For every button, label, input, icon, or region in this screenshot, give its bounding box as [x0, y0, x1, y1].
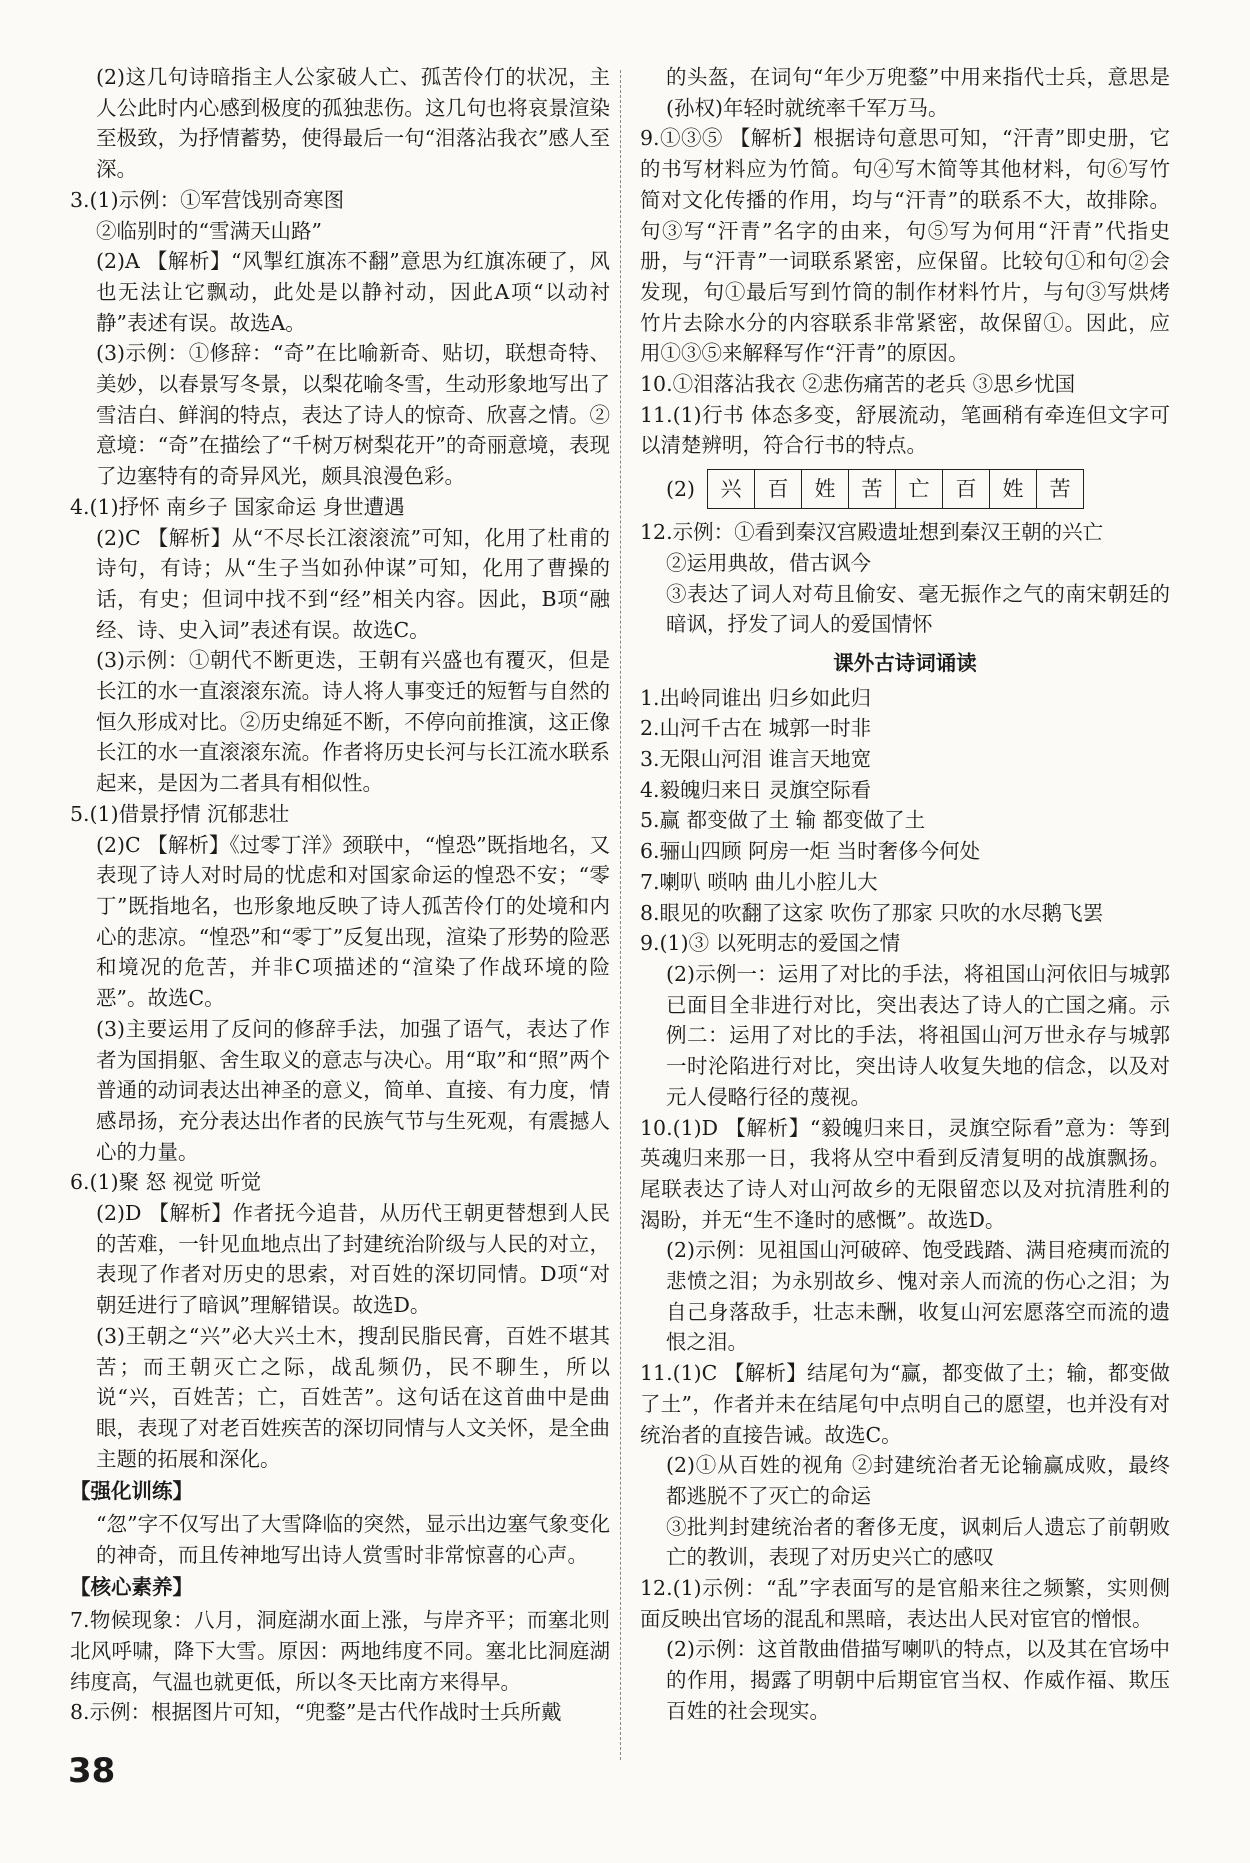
answer-paragraph: 10.①泪落沾我衣 ②悲伤痛苦的老兵 ③思乡忧国 [640, 372, 1076, 397]
section-label-core: 【核心素养】 [70, 1575, 193, 1600]
answer-paragraph: 9.(1)③ 以死明志的爱国之情 [640, 931, 901, 956]
answer-paragraph: (3)示例：①朝代不断更迭，王朝有兴盛也有覆灭，但是长江的水一直滚滚东流。诗人将人事变迁的短暂与自然的恒久形成对比。②历史绵延不断，不停向前推演，这正像长江的水一直滚滚东流。作者将历史长河与长江流水联系起来，是因为二者具有相似性。 [96, 648, 610, 796]
answer-paragraph: (3)示例：①修辞：“奇”在比喻新奇、贴切，联想奇特、美妙，以春景写冬景，以梨花喻冬雪，生动形象地写出了雪洁白、鲜润的特点，表达了诗人的惊奇、欣喜之情。②意境：“奇”在描绘了“千树万树梨花开”的奇丽意境，表现了边塞特有的奇异风光，颇具浪漫色彩。 [96, 341, 610, 489]
column-divider [620, 70, 621, 1760]
answer-paragraph: (2)示例：见祖国山河破碎、饱受践踏、满目疮痍而流的悲愤之泪；为永别故乡、愧对亲人而流的伤心之泪；为自己身落敌手，壮志未酬，收复山河宏愿落空而流的遗恨之泪。 [666, 1238, 1170, 1355]
answer-paragraph: 7.物候现象：八月，洞庭湖水面上涨，与岸齐平；而塞北则北风呼啸，降下大雪。原因：两地纬度不同。塞北比洞庭湖纬度高，气温也就更低，所以冬天比南方来得早。 [70, 1608, 610, 1694]
answer-paragraph: (2)这几句诗暗指主人公家破人亡、孤苦伶仃的状况，主人公此时内心感到极度的孤独悲伤。这几句也将哀景渲染至极致，为抒情蓄势，使得最后一句“泪落沾我衣”感人至深。 [96, 65, 610, 182]
grid-label: (2) [666, 476, 696, 501]
answer-paragraph: 1.出岭同谁出 归乡如此归 [640, 685, 872, 710]
answer-paragraph: ③批判封建统治者的奢侈无度，讽刺后人遗忘了前朝败亡的教训，表现了对历史兴亡的感叹 [666, 1514, 1170, 1570]
answer-paragraph: 11.(1)C 【解析】结尾句为“赢，都变做了土；输，都变做了土”，作者并未在结尾句中点明自己的愿望，也并没有对统治者的直接告诫。故选C。 [640, 1361, 1170, 1447]
answer-paragraph: 的头盔，在词句“年少万兜鍪”中用来指代士兵，意思是(孙权)年轻时就统率千军万马。 [666, 65, 1170, 120]
answer-paragraph: 12.示例：①看到秦汉宫殿遗址想到秦汉王朝的兴亡 [640, 520, 1104, 545]
answer-paragraph: 7.喇叭 唢呐 曲儿小腔儿大 [640, 869, 878, 894]
answer-paragraph: (2)D 【解析】作者抚今追昔，从历代王朝更替想到人民的苦难，一针见血地点出了封建统治阶级与人民的对立，表现了作者对历史的思索，对百姓的深切同情。D项“对朝廷进行了暗讽”理解错误。故选D。 [96, 1201, 610, 1318]
answer-paragraph: (2)示例：这首散曲借描写喇叭的特点，以及其在官场中的作用，揭露了明朝中后期宦官当权、作威作福、欺压百姓的社会现实。 [666, 1637, 1170, 1723]
grid-cell: 亡 [896, 470, 943, 508]
answer-paragraph: (2)A 【解析】“风掣红旗冻不翻”意思为红旗冻硬了，风也无法让它飘动，此处是以静衬动，因此A项“以动衬静”表述有误。故选A。 [96, 249, 610, 335]
calligraphy-grid-row [640, 469, 1170, 509]
answer-paragraph: 3.无限山河泪 谁言天地宽 [640, 747, 872, 772]
character-grid [707, 469, 1084, 509]
answer-paragraph: 5.(1)借景抒情 沉郁悲壮 [70, 801, 290, 826]
answer-paragraph: 6.(1)聚 怒 视觉 听觉 [70, 1170, 262, 1195]
answer-paragraph: 11.(1)行书 体态多变，舒展流动，笔画稍有牵连但文字可以清楚辨明，符合行书的特点。 [640, 402, 1170, 458]
grid-cell: 百 [943, 470, 990, 508]
answer-paragraph: 8.眼见的吹翻了这家 吹伤了那家 只吹的水尽鹅飞罢 [640, 900, 1104, 925]
answer-paragraph: 6.骊山四顾 阿房一炬 当时奢侈今何处 [640, 839, 981, 864]
answer-paragraph: ②临别时的“雪满天山路” [96, 218, 322, 243]
answer-paragraph: “忽”字不仅写出了大雪降临的突然，显示出边塞气象变化的神奇，而且传神地写出诗人赏雪时非常惊喜的心声。 [96, 1512, 610, 1567]
answer-paragraph: (2)C 【解析】《过零丁洋》颈联中，“惶恐”既指地名，又表现了诗人对时局的忧虑和对国家命运的惶恐不安；“零丁”既指地名，也形象地反映了诗人孤苦伶仃的处境和内心的悲凉。“惶恐”和“零丁”反复出现，渲染了形势的险恶和境况的危苦，并非C项描述的“渲染了作战环境的险恶”。故选C。 [96, 832, 610, 1011]
answer-paragraph: (2)C 【解析】从“不尽长江滚滚流”可知，化用了杜甫的诗句，有诗；从“生子当如孙仲谋”可知，化用了曹操的话，有史；但词中找不到“经”相关内容。因此，B项“融经、诗、史入词”表述有误。故选C。 [96, 525, 610, 642]
left-column [70, 62, 610, 1728]
answer-paragraph: 4.(1)抒怀 南乡子 国家命运 身世遭遇 [70, 494, 405, 519]
answer-paragraph: (3)主要运用了反问的修辞手法，加强了语气，表达了作者为国捐躯、舍生取义的意志与决心。用“取”和“照”两个普通的动词表达出神圣的意义，简单、直接、有力度，情感昂扬，充分表达出作者的民族气节与生死观，有震撼人心的力量。 [96, 1016, 610, 1164]
answer-paragraph: (3)王朝之“兴”必大兴土木，搜刮民脂民膏，百姓不堪其苦；而王朝灭亡之际，战乱频仍，民不聊生，所以说“兴，百姓苦；亡，百姓苦”。这句话在这首曲中是曲眼，表现了对老百姓疾苦的深切同情与人文关怀，是全曲主题的拓展和深化。 [96, 1323, 610, 1471]
grid-cell: 姓 [990, 470, 1037, 508]
answer-paragraph: 2.山河千古在 城郭一时非 [640, 716, 872, 741]
grid-cell: 苦 [1049, 476, 1071, 501]
answer-paragraph: 8.示例：根据图片可知，“兜鍪”是古代作战时士兵所戴 [70, 1700, 562, 1725]
answer-paragraph: ②运用典故，借古讽今 [666, 550, 871, 575]
answer-paragraph: 4.毅魄归来日 灵旗空际看 [640, 777, 872, 802]
page-number: 38 [68, 1751, 116, 1791]
answer-paragraph: 10.(1)D 【解析】“毅魄归来日，灵旗空际看”意为：等到英魂归来那一日，我将从空中看到反清复明的战旗飘扬。尾联表达了诗人对山河故乡的无限留恋以及对抗清胜利的渴盼，并无“生不逢时的感慨”。故选D。 [640, 1115, 1170, 1232]
answer-paragraph: (2)①从百姓的视角 ②封建统治者无论输赢成败，最终都逃脱不了灭亡的命运 [666, 1453, 1170, 1508]
grid-cell: 姓 [802, 470, 849, 508]
answer-paragraph: 5.赢 都变做了土 输 都变做了土 [640, 808, 926, 833]
answer-paragraph: 12.(1)示例：“乱”字表面写的是官船来往之频繁，实则侧面反映出官场的混乱和黑暗，表达出人民对宦官的憎恨。 [640, 1576, 1170, 1631]
answer-paragraph: 9.①③⑤ 【解析】根据诗句意思可知，“汗青”即史册，它的书写材料应为竹简。句④写木简等其他材料，句⑥写竹简对文化传播的作用，均与“汗青”的联系不大，故排除。句③写“汗青”名字的由来，句⑤写为何用“汗青”代指史册，与“汗青”一词联系紧密，应保留。比较句①和句②会发现，句①最后写到竹筒的制作材料竹片，与句③写烘烤竹片去除水分的内容联系非常紧密，故保留①。因此，应用①③⑤来解释写作“汗青”的原因。 [640, 126, 1170, 366]
answer-paragraph: 3.(1)示例：①军营饯别奇寒图 [70, 187, 345, 212]
grid-cell: 百 [755, 470, 802, 508]
section-label-strengthen: 【强化训练】 [70, 1479, 193, 1504]
right-column [640, 62, 1170, 1727]
grid-cell: 苦 [849, 470, 896, 508]
section-heading: 课外古诗词诵读 [833, 650, 977, 675]
grid-cell: 兴 [708, 470, 755, 508]
answer-paragraph: ③表达了词人对苟且偷安、毫无振作之气的南宋朝廷的暗讽，抒发了词人的爱国情怀 [666, 581, 1170, 637]
answer-paragraph: (2)示例一：运用了对比的手法，将祖国山河依旧与城郭已面目全非进行对比，突出表达了诗人的亡国之痛。示例二：运用了对比的手法，将祖国山河万世永存与城郭一时沦陷进行对比，突出诗人收复失地的信念，以及对元人侵略行径的蔑视。 [666, 961, 1170, 1109]
